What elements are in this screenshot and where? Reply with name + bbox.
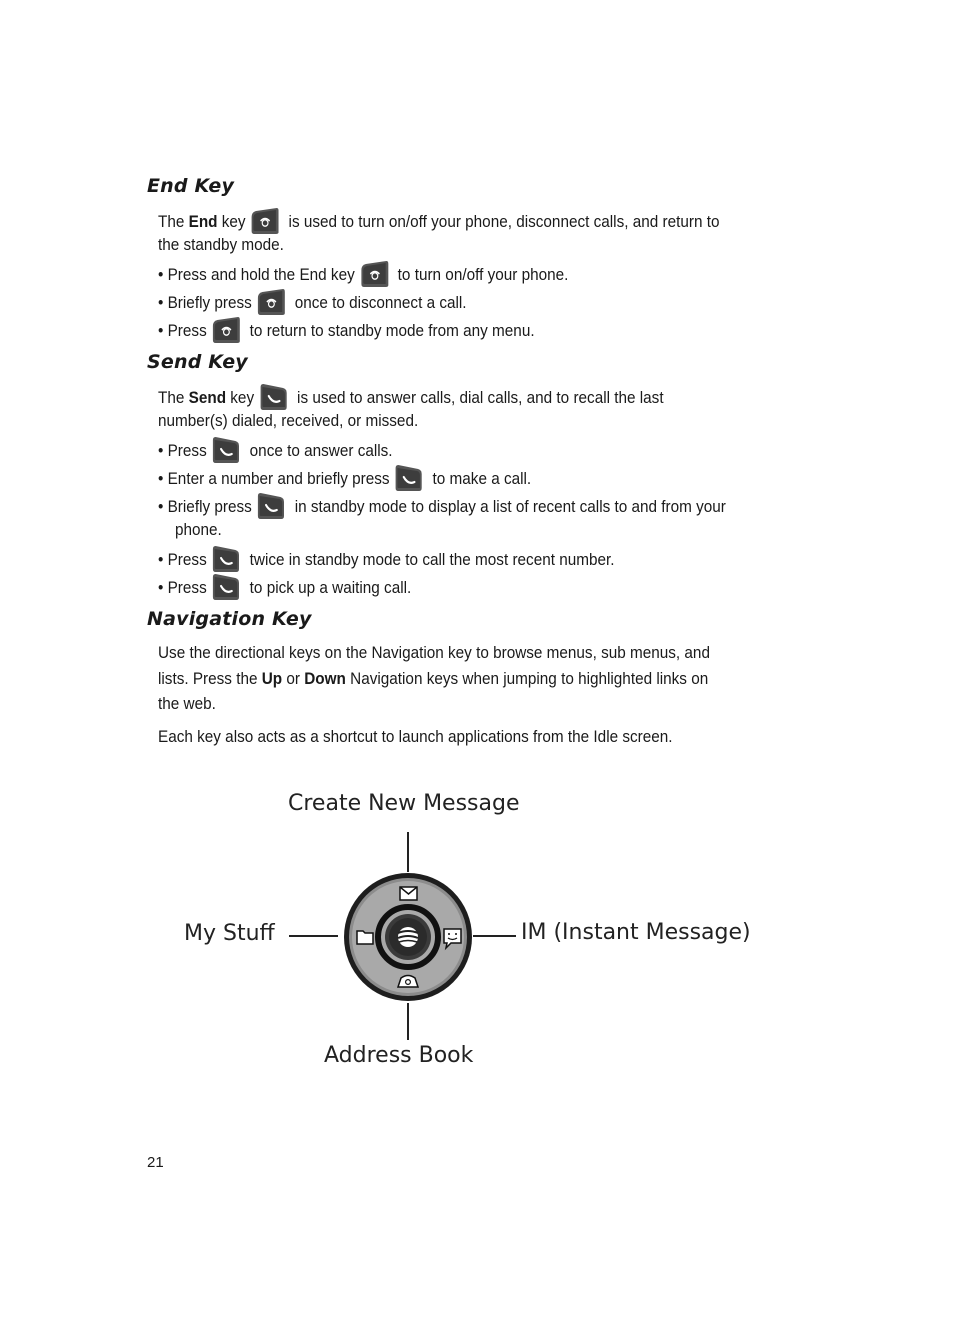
send-key-icon [212,545,240,572]
navigation-paragraph-2: Each key also acts as a shortcut to launch applications from the Idle screen. [158,727,673,746]
navigation-key-heading: Navigation Key [147,608,312,630]
send-key-icon [257,492,285,519]
end-key-bullet: • Press to return to standby mode from any menu. [158,318,535,345]
folder-icon [357,931,373,944]
end-key-bullet: • Briefly press once to disconnect a call. [158,290,467,317]
end-key-icon [257,288,285,315]
send-key-icon [212,573,240,600]
send-key-intro-line-2: number(s) dialed, received, or missed. [158,411,419,430]
send-key-bullet-continuation: phone. [175,520,222,539]
end-key-heading: End Key [147,175,235,197]
send-key-icon [395,464,423,491]
diagram-label-up: Create New Message [288,791,520,816]
send-key-icon [212,436,240,463]
send-key-intro-line-1: The Send key is used to answer calls, dial calls, and to recall the last [158,385,664,412]
send-key-bullet: • Briefly press in standby mode to display a list of recent calls to and from your [158,494,726,521]
end-key-bullet: • Press and hold the End key to turn on/off your phone. [158,262,568,289]
att-globe-icon [398,927,418,947]
send-key-bullet: • Enter a number and briefly press to make a call. [158,466,531,493]
diagram-label-down: Address Book [324,1043,474,1068]
end-key-icon [251,207,279,234]
end-key-icon [212,316,240,343]
diagram-label-left: My Stuff [184,921,275,946]
end-key-intro-line-1: The End key is used to turn on/off your phone, disconnect calls, and return to [158,209,719,236]
end-key-intro-line-2: the standby mode. [158,235,284,254]
navigation-paragraph-line-1: Use the directional keys on the Navigation key to browse menus, sub menus, and [158,643,710,662]
navigation-key-icon [344,873,472,1001]
send-key-heading: Send Key [147,351,248,373]
send-key-icon [260,383,288,410]
page-number: 21 [147,1154,164,1171]
navigation-paragraph-line-3: the web. [158,694,216,713]
telephone-icon [398,976,418,988]
send-key-bullet: • Press to pick up a waiting call. [158,575,411,602]
send-key-bullet: • Press once to answer calls. [158,438,393,465]
navigation-paragraph-line-2: lists. Press the Up or Down Navigation keys when jumping to highlighted links on [158,669,709,688]
send-key-bullet: • Press twice in standby mode to call the most recent number. [158,547,615,574]
end-key-icon [360,260,388,287]
chat-bubble-icon [444,929,461,948]
envelope-icon [400,887,417,900]
diagram-label-right: IM (Instant Message) [521,920,751,945]
